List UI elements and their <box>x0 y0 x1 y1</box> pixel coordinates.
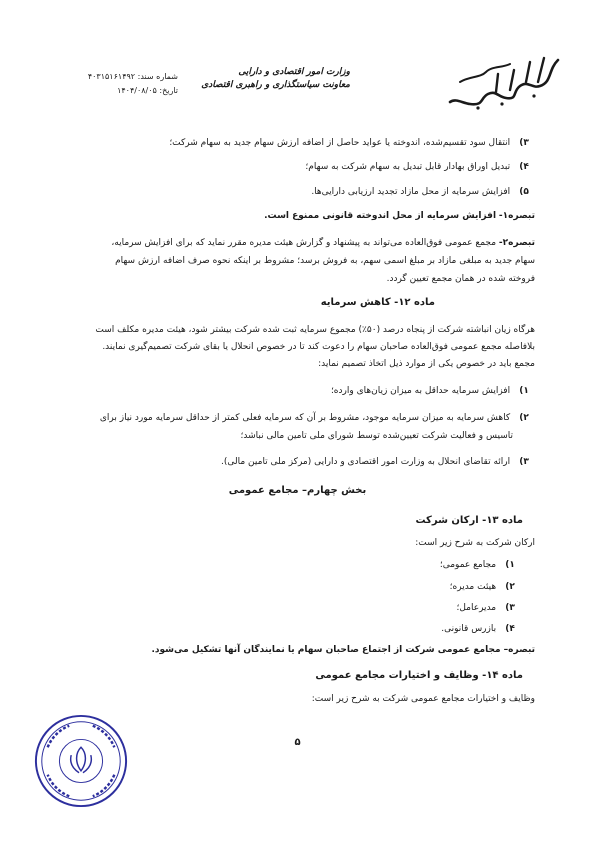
item-number: ۲) <box>519 413 529 423</box>
list-item <box>331 386 535 396</box>
document-meta <box>58 70 178 98</box>
list-item <box>305 162 535 172</box>
article-14-title: ماده ۱۴- وظایف و اختیارات مجامع عمومی <box>315 670 523 681</box>
note-text: افزایش سرمایه از محل اندوخته قانونی ممنوع است. <box>264 211 497 221</box>
article-13-title: ماده ۱۳- ارکان شرکت <box>415 515 523 526</box>
item-text: کاهش سرمایه به میزان سرمایه موجود، مشروط بر آن که سرمایه فعلی کمتر از حداقل سرمایه مورد نیاز برای <box>99 413 511 423</box>
article-12-para-2: بلافاصله مجمع عمومی فوق‌العاده صاحبان سهام را دعوت کند تا در خصوص انحلال یا بقای شرکت تصمیم‌گیری نمایند. <box>102 342 535 352</box>
list-item <box>221 457 535 467</box>
document-number: شماره سند: ۴۰۳۱۵۱۶۱۴۹۲ <box>87 72 178 81</box>
note-label: تبصره۲- <box>498 238 535 248</box>
item-number: ۵) <box>519 187 529 197</box>
list-item <box>169 138 535 148</box>
list-item <box>311 187 535 197</box>
document-date: تاریخ: ۱۴۰۴/۰۸/۰۵ <box>117 86 178 95</box>
note-1 <box>264 211 535 221</box>
item-number: ۳) <box>519 457 529 467</box>
article-12-para-1: هرگاه زیان انباشته شرکت از پنجاه درصد (۵۰٪) مجموع سرمایه ثبت شده شرکت بیشتر شود، هیئت مدیره مکلف است <box>95 325 535 335</box>
item-number: ۳) <box>519 138 529 148</box>
note-label: تبصره۱- <box>498 211 535 221</box>
item-number: ۱) <box>519 386 529 396</box>
item-text: افزایش سرمایه حداقل به میزان زیان‌های وارده؛ <box>330 386 511 396</box>
ministry-line-1: وزارت امور اقتصادی و دارایی <box>238 67 350 77</box>
article-12-title: ماده ۱۲- کاهش سرمایه <box>320 297 435 308</box>
article-13-intro: ارکان شرکت به شرح زیر است: <box>415 538 535 548</box>
item-number: ۴) <box>519 162 529 172</box>
list-item <box>441 624 521 634</box>
section-4-title: بخش چهارم– مجامع عمومی <box>228 485 367 496</box>
item-text: بازرس قانونی. <box>441 624 497 634</box>
list-item <box>450 582 521 592</box>
item-number: ۳) <box>505 603 515 613</box>
item-text: مجامع عمومی؛ <box>439 560 497 570</box>
item-number: ۱) <box>505 560 515 570</box>
note-2-line-3: فروخته شده در همان مجمع تعیین گردد. <box>386 274 535 284</box>
item-number: ۲) <box>505 582 515 592</box>
list-item <box>100 413 535 423</box>
note-2-line-2: سهام جدید به مبلغی مازاد بر مبلغ اسمی سهم، به فروش برسد؛ مشروط بر اینکه نحوه صرف اضافه ارزش سهام <box>115 256 535 266</box>
list-item <box>456 603 521 613</box>
article-13-note: تبصره– مجامع عمومی شرکت از اجتماع صاحبان سهام یا نمایندگان آنها تشکیل می‌شود. <box>151 645 535 655</box>
national-finance-center-logo <box>440 52 565 112</box>
item-text: مدیرعامل؛ <box>456 603 497 613</box>
note-line-1: مجمع عمومی فوق‌العاده می‌تواند به پیشنهاد و گزارش هیئت مدیره مقرر نماید که برای افزایش سرمایه، <box>111 238 497 248</box>
item-text: ارائه تقاضای انحلال به وزارت امور اقتصادی و دارایی (مرکز ملی تامین مالی). <box>221 457 511 467</box>
page-number: ۵ <box>294 737 301 748</box>
item-text: انتقال سود تقسیم‌شده، اندوخته یا عواید حاصل از اضافه ارزش سهام جدید به سهام شرکت؛ <box>169 138 511 148</box>
item-text: هیئت مدیره؛ <box>449 582 497 592</box>
ministry-header <box>201 66 350 92</box>
article-12-para-3: مجمع باید در خصوص یکی از موارد ذیل اتخاذ تصمیم نماید: <box>318 359 535 369</box>
item-number: ۴) <box>505 624 515 634</box>
list-item <box>440 560 521 570</box>
article-14-intro: وظایف و اختیارات مجامع عمومی شرکت به شرح زیر است: <box>311 694 535 704</box>
note-2 <box>111 238 535 248</box>
item-text: افزایش سرمایه از محل مازاد تجدید ارزیابی دارایی‌ها. <box>311 187 511 197</box>
list-item-continuation: تاسیس و فعالیت شرکت تعیین‌شده توسط شورای ملی تامین مالی نباشد؛ <box>240 431 513 441</box>
item-text: تبدیل اوراق بهادار قابل تبدیل به سهام شرکت به سهام؛ <box>305 162 511 172</box>
ministry-line-2: معاونت سیاستگذاری و راهبری اقتصادی <box>201 80 350 90</box>
official-seal <box>32 712 130 810</box>
